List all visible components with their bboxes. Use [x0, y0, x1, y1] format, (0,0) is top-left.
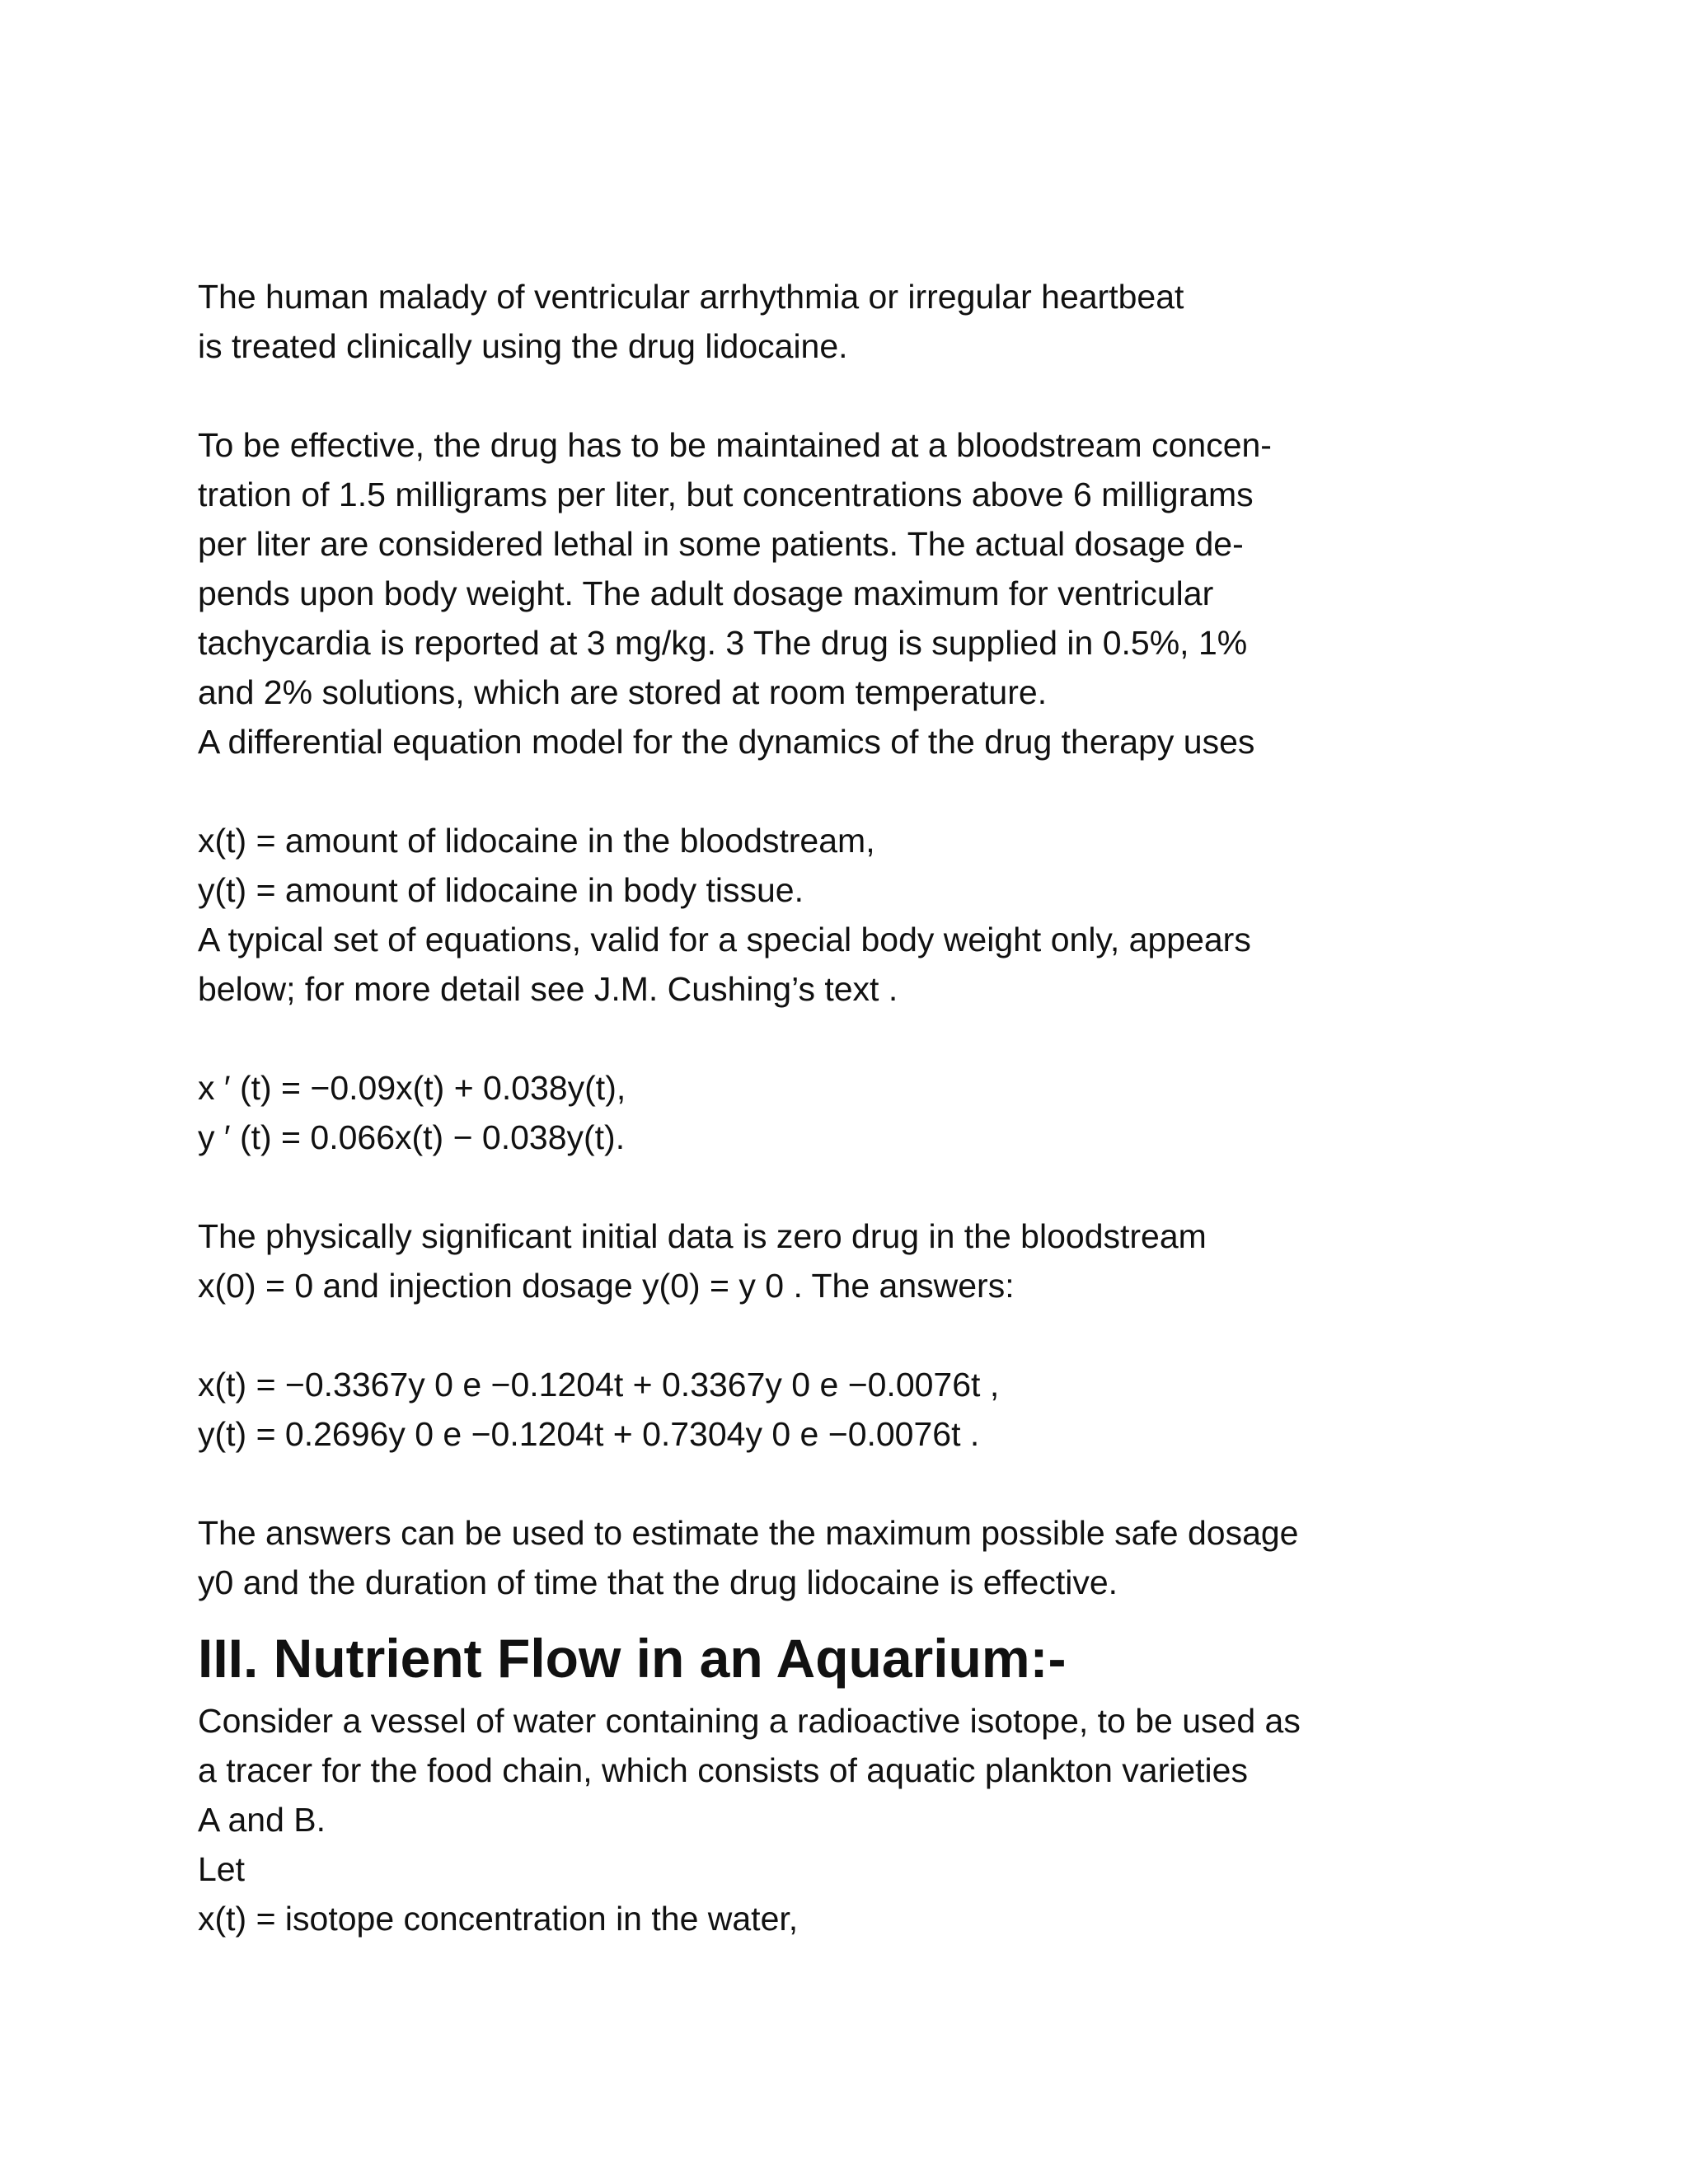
text-line: a tracer for the food chain, which consists of aquatic plankton varieties: [198, 1751, 1248, 1789]
text-line: tration of 1.5 milligrams per liter, but concentrations above 6 milligrams: [198, 476, 1254, 513]
equation-line: x ′ (t) = −0.09x(t) + 0.038y(t),: [198, 1069, 626, 1107]
paragraph-dosage: [198, 420, 1599, 766]
paragraph-conclusion: [198, 1508, 1599, 1607]
paragraph-variables: [198, 816, 1599, 1014]
text-line: below; for more detail see J.M. Cushing’s text .: [198, 970, 898, 1008]
text-line: Consider a vessel of water containing a radioactive isotope, to be used as: [198, 1702, 1301, 1740]
text-line: y(t) = amount of lidocaine in body tissue.: [198, 871, 804, 909]
text-line: A differential equation model for the dynamics of the drug therapy uses: [198, 723, 1255, 761]
text-line: x(t) = amount of lidocaine in the bloodstream,: [198, 822, 875, 860]
paragraph-gap: [198, 1014, 1599, 1063]
solution-block: [198, 1360, 1599, 1459]
paragraph-gap: [198, 1310, 1599, 1360]
text-line: y0 and the duration of time that the drug lidocaine is effective.: [198, 1563, 1118, 1601]
text-line: A and B.: [198, 1801, 326, 1839]
text-line: The answers can be used to estimate the maximum possible safe dosage: [198, 1514, 1299, 1552]
document-page: [198, 272, 1599, 1943]
text-line: The physically significant initial data is zero drug in the bloodstream: [198, 1217, 1207, 1255]
equation-line: y(t) = 0.2696y 0 e −0.1204t + 0.7304y 0 e −0.0076t .: [198, 1415, 980, 1453]
paragraph-gap: [198, 766, 1599, 816]
text-line: Let: [198, 1850, 245, 1888]
paragraph-gap: [198, 1459, 1599, 1508]
text-line: x(t) = isotope concentration in the water,: [198, 1900, 799, 1938]
text-line: and 2% solutions, which are stored at room temperature.: [198, 673, 1048, 711]
equation-line: y ′ (t) = 0.066x(t) − 0.038y(t).: [198, 1118, 626, 1156]
paragraph-gap: [198, 1162, 1599, 1212]
text-line: x(0) = 0 and injection dosage y(0) = y 0 . The answers:: [198, 1267, 1015, 1305]
paragraph-aquarium: [198, 1696, 1599, 1943]
section-heading: III. Nutrient Flow in an Aquarium:-: [198, 1628, 1067, 1689]
text-line: tachycardia is reported at 3 mg/kg. 3 The drug is supplied in 0.5%, 1%: [198, 624, 1248, 662]
text-line: The human malady of ventricular arrhythmia or irregular heartbeat: [198, 278, 1184, 316]
paragraph-intro: [198, 272, 1599, 371]
equation-line: x(t) = −0.3367y 0 e −0.1204t + 0.3367y 0 e −0.0076t ,: [198, 1366, 1000, 1404]
text-line: per liter are considered lethal in some patients. The actual dosage de-: [198, 525, 1244, 563]
paragraph-initial-data: [198, 1212, 1599, 1310]
paragraph-gap: [198, 371, 1599, 420]
equation-block: [198, 1063, 1599, 1162]
text-line: pends upon body weight. The adult dosage maximum for ventricular: [198, 574, 1214, 612]
text-line: A typical set of equations, valid for a special body weight only, appears: [198, 921, 1251, 958]
text-line: is treated clinically using the drug lidocaine.: [198, 327, 848, 365]
text-line: To be effective, the drug has to be maintained at a bloodstream concen-: [198, 426, 1272, 464]
